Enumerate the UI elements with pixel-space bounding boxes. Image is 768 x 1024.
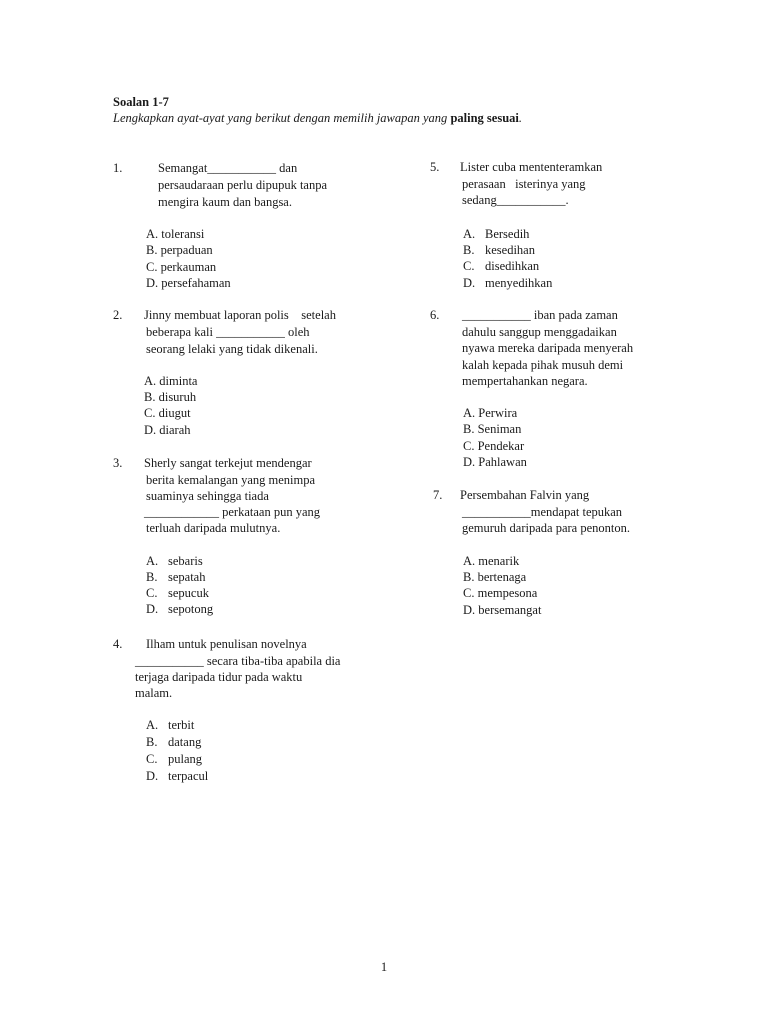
option-c[interactable] xyxy=(146,585,209,602)
question-text-line: mengira kaum dan bangsa. xyxy=(158,195,292,209)
option-letter: B. xyxy=(463,422,475,436)
question-text-line: beberapa kali ___________ oleh xyxy=(146,325,310,339)
section-heading xyxy=(113,94,673,126)
option-letter: D. xyxy=(146,602,159,616)
option-text: datang xyxy=(168,735,202,749)
option-c[interactable] xyxy=(463,258,539,275)
option-d[interactable] xyxy=(146,275,231,292)
option-letter: B. xyxy=(146,243,158,257)
option-text: terpacul xyxy=(168,769,209,783)
option-b[interactable] xyxy=(144,389,196,406)
question-text-line: terjaga daripada tidur pada waktu xyxy=(135,670,303,684)
option-c[interactable] xyxy=(146,751,202,768)
question-text-line: suaminya sehingga tiada xyxy=(146,489,269,503)
question-text-line: ___________ iban pada zaman xyxy=(462,308,618,322)
option-text: perkauman xyxy=(160,260,217,274)
option-d[interactable] xyxy=(144,422,191,439)
option-d[interactable] xyxy=(463,454,527,471)
option-d[interactable] xyxy=(146,601,213,618)
question-text-line: berita kemalangan yang menimpa xyxy=(146,473,316,487)
option-letter: D. xyxy=(144,423,157,437)
question-text-line: ____________ perkataan pun yang xyxy=(144,505,321,519)
question-text-line: Sherly sangat terkejut mendengar xyxy=(144,456,312,470)
option-letter: C. xyxy=(146,752,158,766)
option-letter: C. xyxy=(146,260,158,274)
option-letter: B. xyxy=(144,390,156,404)
question-number: 7. xyxy=(433,488,443,502)
section-title: Soalan 1-7 xyxy=(113,95,169,109)
question-text-line: ___________ secara tiba-tiba apabila dia xyxy=(135,654,341,668)
option-text: diugut xyxy=(158,406,191,420)
option-d[interactable] xyxy=(146,768,208,785)
question-text-line: ___________mendapat tepukan xyxy=(462,505,623,519)
option-text: disedihkan xyxy=(485,259,540,273)
option-letter: D. xyxy=(463,276,476,290)
option-text: kesedihan xyxy=(485,243,535,257)
option-c[interactable] xyxy=(463,438,524,455)
question-number: 1. xyxy=(113,161,123,175)
instruction-text: Lengkapkan ayat-ayat yang berikut dengan memilih jawapan yang xyxy=(113,111,451,125)
question-text-line: dahulu sanggup menggadaikan xyxy=(462,325,617,339)
option-letter: D. xyxy=(146,769,159,783)
option-a[interactable] xyxy=(463,553,519,570)
option-text: Pahlawan xyxy=(478,455,527,469)
option-letter: C. xyxy=(463,259,475,273)
option-text: Bersedih xyxy=(485,227,530,241)
option-a[interactable] xyxy=(463,226,529,243)
option-text: sebaris xyxy=(168,554,203,568)
question-text-line: mempertahankan negara. xyxy=(462,374,588,388)
option-text: sepatah xyxy=(168,570,206,584)
question-number: 6. xyxy=(430,308,440,322)
option-d[interactable] xyxy=(463,275,552,292)
question-text-line: sedang___________. xyxy=(462,193,569,207)
option-text: pulang xyxy=(168,752,203,766)
option-text: terbit xyxy=(168,718,195,732)
section-instruction xyxy=(113,110,673,126)
question-text-line: terluah daripada mulutnya. xyxy=(146,521,281,535)
question-text-line: Jinny membuat laporan polis setelah xyxy=(144,308,336,322)
option-c[interactable] xyxy=(463,585,537,602)
option-b[interactable] xyxy=(146,242,213,259)
question-text-line: seorang lelaki yang tidak dikenali. xyxy=(146,342,318,356)
question-text-line: Ilham untuk penulisan novelnya xyxy=(146,637,307,651)
question-text-line: nyawa mereka daripada menyerah xyxy=(462,341,634,355)
question-number: 4. xyxy=(113,637,123,651)
option-b[interactable] xyxy=(146,734,201,751)
option-text: disuruh xyxy=(158,390,197,404)
instruction-end: . xyxy=(518,111,522,125)
option-letter: D. xyxy=(146,276,159,290)
question-text-line: perasaan isterinya yang xyxy=(462,177,586,191)
option-text: Perwira xyxy=(478,406,518,420)
option-letter: A. xyxy=(146,718,159,732)
option-a[interactable] xyxy=(144,373,197,390)
option-letter: C. xyxy=(463,586,475,600)
question-number: 5. xyxy=(430,160,440,174)
option-letter: D. xyxy=(463,603,476,617)
option-c[interactable] xyxy=(146,259,216,276)
option-letter: B. xyxy=(146,570,158,584)
option-c[interactable] xyxy=(144,405,191,422)
option-d[interactable] xyxy=(463,602,541,619)
option-letter: C. xyxy=(144,406,156,420)
option-text: diminta xyxy=(159,374,198,388)
option-text: bersemangat xyxy=(478,603,542,617)
option-letter: A. xyxy=(463,406,476,420)
instruction-emphasis: paling sesuai xyxy=(450,111,519,125)
option-text: diarah xyxy=(159,423,191,437)
option-b[interactable] xyxy=(463,421,521,438)
option-text: Pendekar xyxy=(477,439,525,453)
question-number: 3. xyxy=(113,456,123,470)
question-text-line: malam. xyxy=(135,686,173,700)
option-a[interactable] xyxy=(146,717,194,734)
page-number: 1 xyxy=(380,960,388,974)
option-text: mempesona xyxy=(477,586,538,600)
option-text: bertenaga xyxy=(477,570,527,584)
option-text: toleransi xyxy=(161,227,205,241)
option-text: menarik xyxy=(478,554,520,568)
option-letter: C. xyxy=(146,586,158,600)
option-letter: A. xyxy=(146,227,159,241)
option-text: sepotong xyxy=(168,602,214,616)
option-letter: C. xyxy=(463,439,475,453)
option-text: perpaduan xyxy=(160,243,213,257)
question-number: 2. xyxy=(113,308,123,322)
question-text-line: kalah kepada pihak musuh demi xyxy=(462,358,624,372)
option-letter: B. xyxy=(463,243,475,257)
option-text: persefahaman xyxy=(161,276,231,290)
option-letter: A. xyxy=(144,374,157,388)
question-text-line: gemuruh daripada para penonton. xyxy=(462,521,630,535)
option-letter: B. xyxy=(146,735,158,749)
option-a[interactable] xyxy=(146,226,204,243)
question-text-line: Persembahan Falvin yang xyxy=(460,488,590,502)
option-letter: A. xyxy=(463,554,476,568)
option-a[interactable] xyxy=(146,553,203,570)
option-a[interactable] xyxy=(463,405,517,422)
option-letter: A. xyxy=(463,227,476,241)
option-b[interactable] xyxy=(463,569,526,586)
option-letter: B. xyxy=(463,570,475,584)
question-text-line: Semangat___________ dan xyxy=(158,161,298,175)
option-text: menyedihkan xyxy=(485,276,553,290)
option-text: sepucuk xyxy=(168,586,209,600)
option-b[interactable] xyxy=(146,569,205,586)
option-letter: A. xyxy=(146,554,159,568)
option-text: Seniman xyxy=(477,422,522,436)
option-b[interactable] xyxy=(463,242,535,259)
option-letter: D. xyxy=(463,455,476,469)
question-text-line: Lister cuba mententeramkan xyxy=(460,160,603,174)
question-text-line: persaudaraan perlu dipupuk tanpa xyxy=(158,178,328,192)
